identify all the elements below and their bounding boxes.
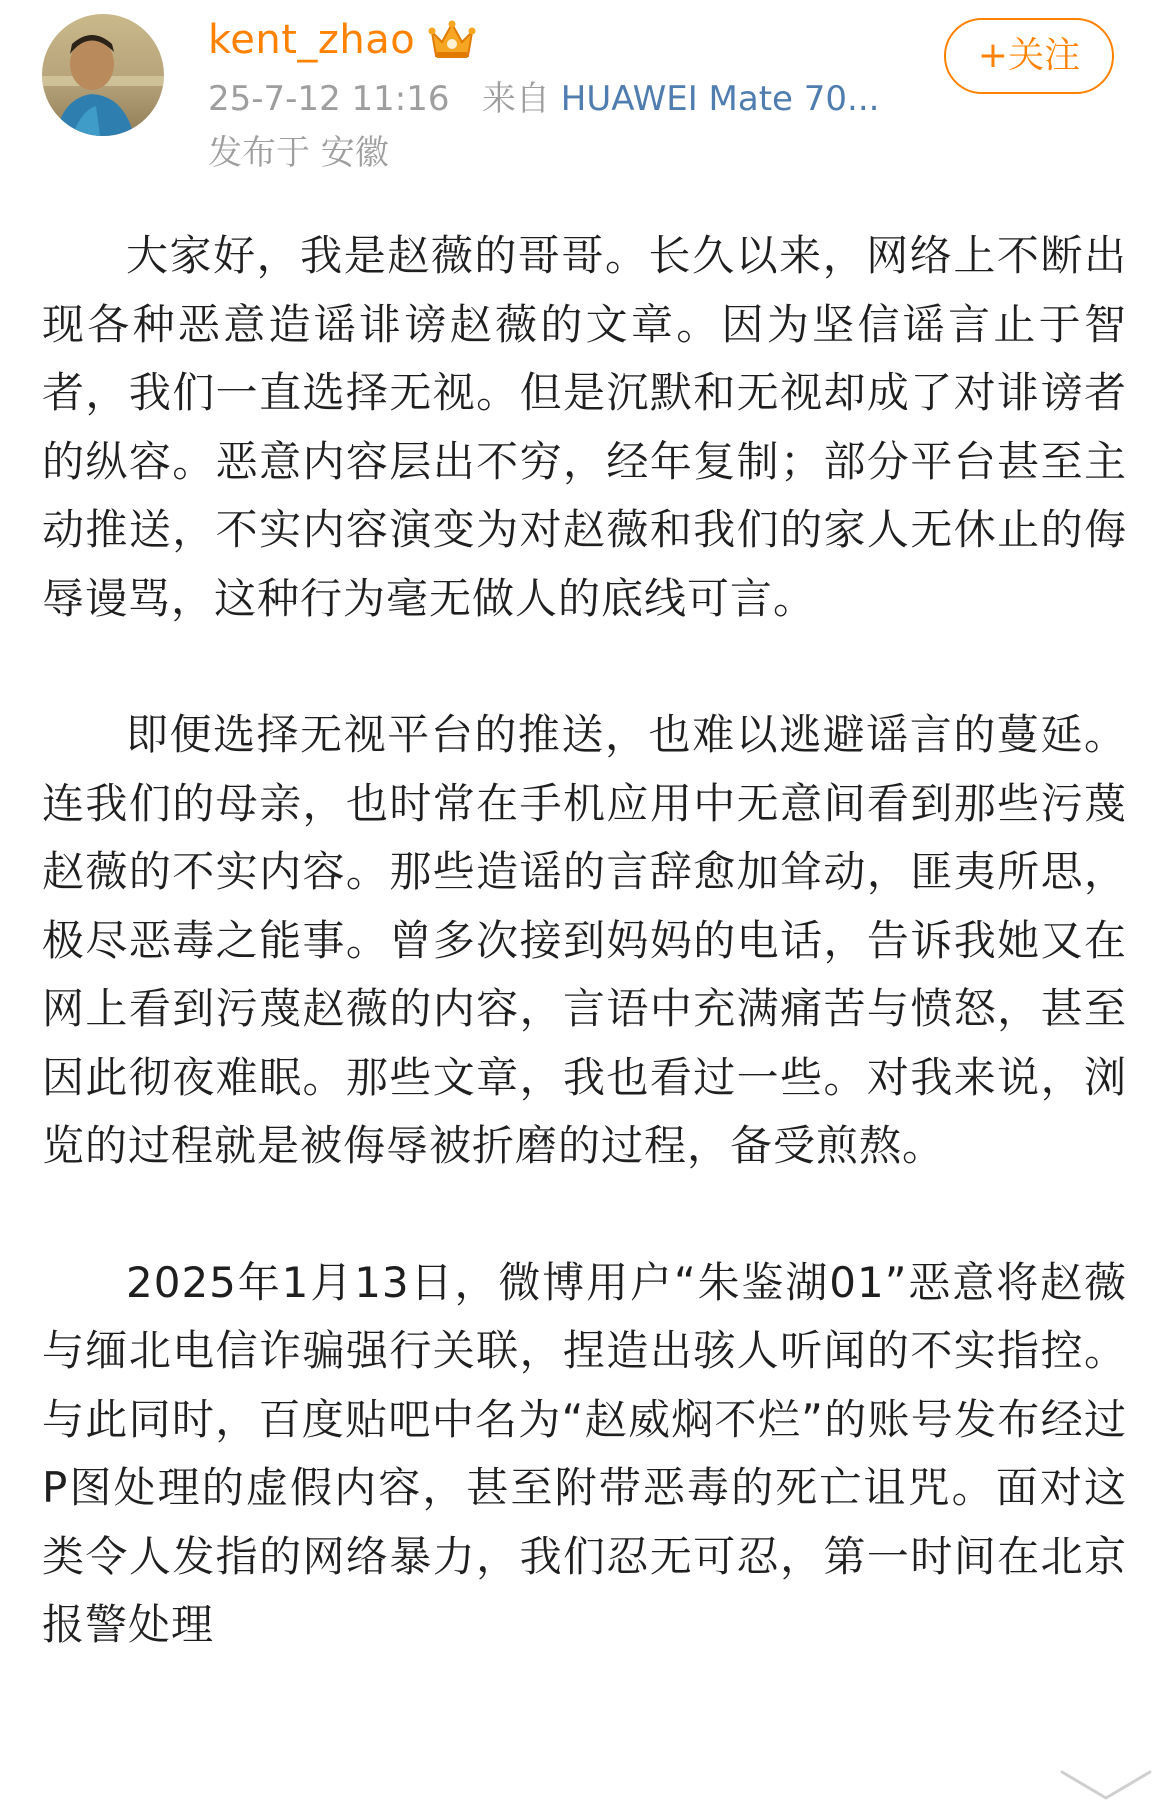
post-meta xyxy=(208,76,879,122)
post-paragraph-2: 即便选择无视平台的推送，也难以逃避谣言的蔓延。连我们的母亲，也时常在手机应用中无意间看到那些污蔑赵薇的不实内容。那些造谣的言辞愈加耸动，匪夷所思，极尽恶毒之能事。曾多次接到妈妈的电话，告诉我她又在网上看到污蔑赵薇的内容，言语中充满痛苦与愤怒，甚至因此彻夜难眠。那些文章，我也看过一些。对我来说，浏览的过程就是被侮辱被折磨的过程，备受煎熬。 xyxy=(42,710,1127,1170)
post-location: 发布于 安徽 xyxy=(208,133,389,173)
content-fade-overlay xyxy=(0,1684,1170,1814)
post-paragraph-3: 2025年1月13日，微博用户“朱鉴湖01”恶意将赵薇与缅北电信诈骗强行关联，捏造出骇人听闻的不实指控。与此同时，百度贴吧中名为“赵威焖不烂”的账号发布经过P图处理的虚假内容，甚至附带恶毒的死亡诅咒。面对这类令人发指的网络暴力，我们忍无可忍，第一时间在北京报警处理 xyxy=(42,1257,1127,1649)
post-timestamp: 25-7-12 11:16 xyxy=(208,79,450,119)
author-username[interactable]: kent_zhao xyxy=(208,17,416,63)
device-source-link[interactable]: HUAWEI Mate 70... xyxy=(560,79,880,119)
crown-vip-icon xyxy=(428,18,476,62)
post-content xyxy=(42,222,1127,1660)
avatar[interactable] xyxy=(42,14,164,136)
avatar-photo-icon xyxy=(42,14,164,136)
post-paragraph-1: 大家好，我是赵薇的哥哥。长久以来，网络上不断出现各种恶意造谣诽谤赵薇的文章。因为坚信谣言止于智者，我们一直选择无视。但是沉默和无视却成了对诽谤者的纵容。恶意内容层出不穷，经年复制；部分平台甚至主动推送，不实内容演变为对赵薇和我们的家人无休止的侮辱谩骂，这种行为毫无做人的底线可言。 xyxy=(42,231,1127,623)
source-prefix: 来自 xyxy=(481,79,550,119)
expand-down-icon[interactable] xyxy=(1056,1762,1156,1808)
follow-button[interactable]: +关注 xyxy=(944,18,1114,94)
